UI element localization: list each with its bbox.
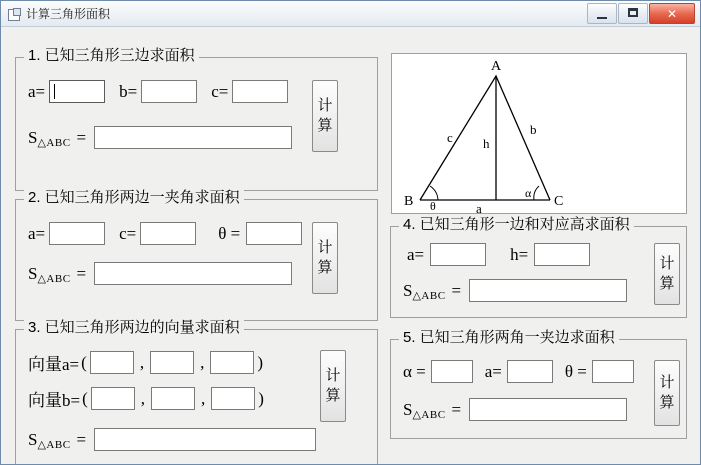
triangle-diagram [391,53,687,214]
svg-text:B: B [404,194,414,209]
g5-input-a[interactable] [507,360,553,383]
g2-calculate-label-2: 算 [317,259,333,276]
g3-input-a1[interactable] [90,351,134,374]
g4-row-inputs [407,243,590,266]
group-4-legend: 4. 已知三角形一边和对应高求面积 [399,216,634,234]
g2-input-c[interactable] [140,222,196,245]
client-area [1,27,700,464]
g2-label-theta: θ = [218,223,241,243]
g3-input-a3[interactable] [210,351,254,374]
svg-text:c: c [447,130,453,145]
g4-label-equals: = [451,280,462,300]
group-1-legend: 1. 已知三角形三边求面积 [24,47,199,65]
svg-text:b: b [530,122,537,137]
g2-input-theta[interactable] [246,222,302,245]
g1-calculate-button[interactable] [312,80,338,152]
g4-label-h: h= [510,244,529,264]
g1-label-b: b= [119,81,138,101]
svg-text:a: a [476,201,482,213]
g5-row-result [403,398,627,421]
g5-label-equals: = [451,399,462,419]
g3-comma-a2: , [200,352,205,372]
g1-input-c[interactable] [232,80,288,103]
svg-text:C: C [554,194,564,209]
g3-row-vector-b [28,386,264,411]
g3-comma-b2: , [201,388,206,408]
g3-label-vecb: 向量b= [28,391,81,410]
g3-row-vector-a [28,350,263,375]
g5-input-alpha[interactable] [431,360,473,383]
group-two-angles-side [390,329,687,439]
g2-input-a[interactable] [49,222,105,245]
g3-input-b2[interactable] [151,387,195,410]
g4-calculate-label-2: 算 [659,275,675,292]
g4-row-result [403,279,627,302]
g3-lparen-b: ( [82,388,88,408]
g2-row-result [28,262,292,285]
g3-label-equals: = [76,429,87,449]
g4-input-h[interactable] [534,243,590,266]
title-bar[interactable] [1,1,700,27]
g3-input-a2[interactable] [150,351,194,374]
g4-calculate-label-1: 计 [659,255,675,272]
g5-label-alpha: α = [403,361,426,381]
group-two-sides-angle [15,189,378,321]
g1-row-result [28,126,292,149]
group-5-legend: 5. 已知三角形两角一夹边求面积 [399,329,619,347]
g2-label-equals: = [76,263,87,283]
g3-calculate-label-1: 计 [325,367,341,384]
group-base-height [390,216,687,318]
g3-rparen-b: ) [258,388,264,408]
g3-calculate-button[interactable] [320,350,346,422]
g3-input-result[interactable] [94,428,316,451]
svg-text:A: A [491,59,502,74]
g5-calculate-button[interactable] [654,360,680,426]
window-controls [587,3,698,24]
g2-row-inputs [28,222,302,245]
g4-label-a: a= [407,244,425,264]
g4-label-result: S△ABC [403,280,446,302]
g2-label-result: S△ABC [28,263,71,285]
group-2-legend: 2. 已知三角形两边一夹角求面积 [24,189,244,207]
g5-input-result[interactable] [469,398,627,421]
g5-label-result: S△ABC [403,399,446,421]
minimize-button[interactable] [587,3,617,24]
group-3-legend: 3. 已知三角形两边的向量求面积 [24,319,244,337]
svg-text:α: α [525,186,532,200]
g1-label-c: c= [211,81,229,101]
g1-calculate-label-1: 计 [317,97,333,114]
g1-input-a[interactable] [49,80,105,103]
g2-label-a: a= [28,223,46,243]
text-caret [54,84,55,99]
g1-row-inputs [28,80,288,103]
g3-label-veca: 向量a= [28,355,80,374]
g4-input-result[interactable] [469,279,627,302]
g3-row-result [28,428,316,451]
g5-label-a: a= [484,361,502,381]
svg-text:h: h [483,136,490,151]
g5-calculate-label-2: 算 [659,394,675,411]
g3-input-b1[interactable] [91,387,135,410]
g5-row-inputs [403,360,634,383]
g3-input-b3[interactable] [211,387,255,410]
g3-rparen-a: ) [257,352,263,372]
g5-label-theta: θ = [564,361,587,381]
g5-calculate-label-1: 计 [659,374,675,391]
document-icon [7,7,21,21]
g4-input-a[interactable] [430,243,486,266]
g3-comma-b1: , [140,388,146,408]
g1-label-equals: = [76,127,87,147]
g2-calculate-button[interactable] [312,222,338,294]
g3-comma-a1: , [139,352,145,372]
g1-label-result: S△ABC [28,127,71,149]
g2-calculate-label-1: 计 [317,239,333,256]
g4-calculate-button[interactable] [654,243,680,305]
g2-input-result[interactable] [94,262,292,285]
g5-input-theta[interactable] [592,360,634,383]
g1-calculate-label-2: 算 [317,117,333,134]
maximize-button[interactable] [618,3,648,24]
svg-text:θ: θ [430,199,436,213]
g3-lparen-a: ( [81,352,87,372]
g3-label-result: S△ABC [28,429,71,451]
group-three-sides [15,47,378,191]
close-button[interactable]: ✕ [649,3,695,24]
window-title: 计算三角形面积 [26,7,111,21]
g2-label-c: c= [119,223,137,243]
g3-calculate-label-2: 算 [325,387,341,404]
g1-input-b[interactable] [141,80,197,103]
g1-input-result[interactable] [94,126,292,149]
triangle-diagram-svg [392,54,686,213]
group-vectors [15,319,378,465]
g1-label-a: a= [28,81,46,101]
